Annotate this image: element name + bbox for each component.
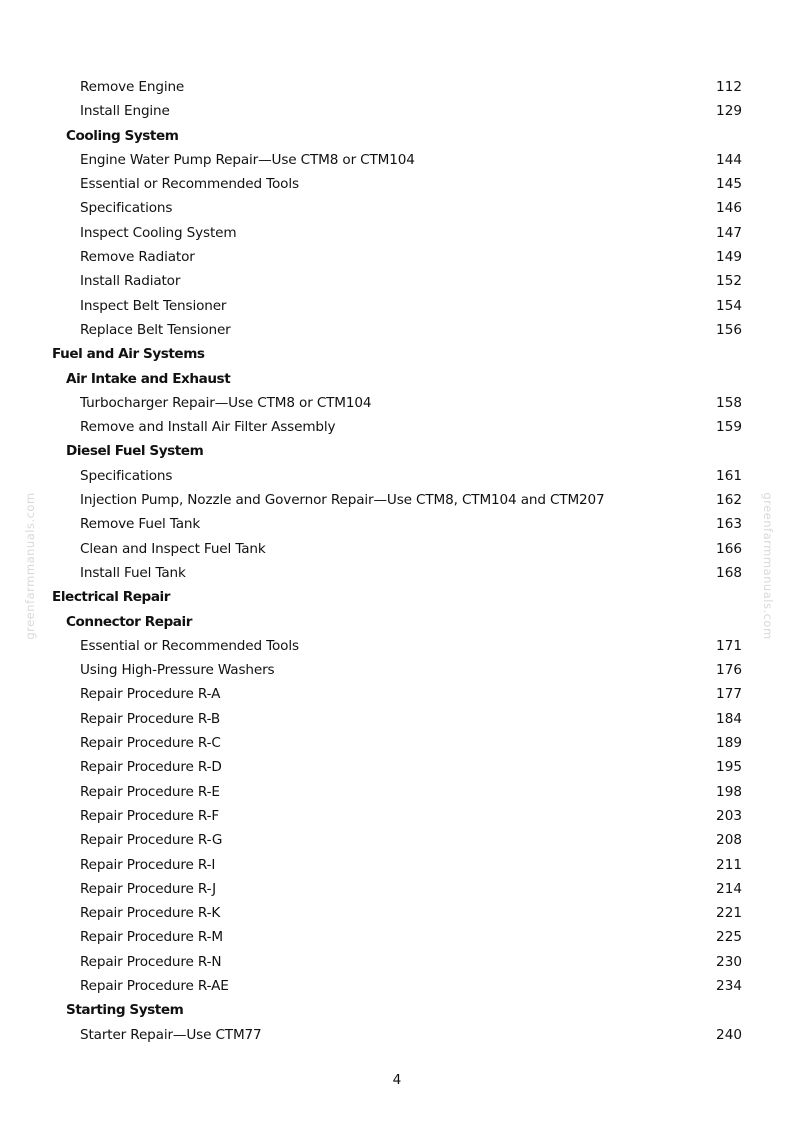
toc-entry-page: 184: [716, 710, 742, 727]
toc-entry-title: Repair Procedure R-M: [80, 929, 223, 946]
toc-entry-title: Inspect Cooling System: [80, 224, 237, 241]
toc-entry[interactable]: [0, 950, 794, 974]
toc-entry-title: Engine Water Pump Repair—Use CTM8 or CTM104: [80, 151, 415, 168]
toc-entry-page: 112: [716, 79, 742, 95]
toc-section-heading[interactable]: [0, 585, 794, 609]
toc-entry-page: 149: [716, 249, 742, 266]
toc-entry-page: 168: [716, 564, 742, 581]
toc-entry[interactable]: [0, 75, 794, 99]
toc-entry[interactable]: [0, 634, 794, 658]
toc-entry-page: 189: [716, 735, 742, 752]
toc-entry-page: 221: [716, 905, 742, 922]
toc-section-heading[interactable]: [0, 439, 794, 463]
toc-entry-page: 154: [716, 297, 742, 314]
toc-entry-title: Electrical Repair: [52, 589, 171, 606]
toc-entry-title: Connector Repair: [66, 613, 192, 630]
toc-entry-title: Specifications: [80, 200, 173, 217]
toc-section-heading[interactable]: [0, 610, 794, 634]
toc-entry[interactable]: [0, 245, 794, 269]
toc-entry[interactable]: [0, 391, 794, 415]
toc-entry[interactable]: [0, 415, 794, 439]
toc-entry-title: Remove Radiator: [80, 249, 195, 266]
toc-entry[interactable]: [0, 196, 794, 220]
toc-entry-title: Cooling System: [66, 127, 179, 144]
toc-entry[interactable]: [0, 99, 794, 123]
toc-entry-page: 166: [716, 540, 742, 557]
toc-entry-title: Using High-Pressure Washers: [80, 662, 275, 679]
toc-entry[interactable]: [0, 488, 794, 512]
toc-entry-page: 159: [716, 419, 742, 436]
toc-entry-page: 161: [716, 467, 742, 484]
toc-section-heading[interactable]: [0, 998, 794, 1022]
toc-entry[interactable]: [0, 1023, 794, 1047]
toc-entry-title: Specifications: [80, 467, 173, 484]
toc-entry-title: Air Intake and Exhaust: [66, 370, 231, 387]
table-of-contents: [0, 75, 794, 1047]
toc-entry-title: Repair Procedure R-AE: [80, 977, 229, 994]
toc-entry[interactable]: [0, 172, 794, 196]
toc-entry[interactable]: [0, 658, 794, 682]
toc-entry[interactable]: [0, 537, 794, 561]
toc-entry-title: Repair Procedure R-G: [80, 832, 223, 849]
toc-entry-page: 211: [716, 856, 742, 873]
toc-section-heading[interactable]: [0, 124, 794, 148]
toc-entry-title: Essential or Recommended Tools: [80, 637, 299, 654]
watermark-right: greenfarmmanuals.com: [761, 492, 775, 640]
watermark-left: greenfarmmanuals.com: [23, 492, 37, 640]
toc-entry-page: 163: [716, 516, 742, 533]
toc-entry[interactable]: [0, 707, 794, 731]
toc-entry[interactable]: [0, 318, 794, 342]
toc-entry-title: Repair Procedure R-I: [80, 856, 216, 873]
toc-section-heading[interactable]: [0, 367, 794, 391]
toc-entry[interactable]: [0, 974, 794, 998]
toc-entry-title: Remove Fuel Tank: [80, 516, 201, 533]
toc-entry-title: Starter Repair—Use CTM77: [80, 1026, 262, 1043]
toc-entry-page: 145: [716, 176, 742, 193]
toc-entry-page: 234: [716, 977, 742, 994]
toc-entry[interactable]: [0, 512, 794, 536]
toc-entry-title: Repair Procedure R-C: [80, 735, 221, 752]
toc-entry-title: Diesel Fuel System: [66, 443, 204, 460]
toc-entry-page: 162: [716, 492, 742, 509]
toc-entry-title: Repair Procedure R-F: [80, 807, 220, 824]
toc-entry-title: Replace Belt Tensioner: [80, 321, 231, 338]
toc-entry-page: 156: [716, 321, 742, 338]
toc-entry-page: 129: [716, 103, 742, 120]
toc-entry[interactable]: [0, 148, 794, 172]
toc-entry-title: Remove Engine: [80, 79, 185, 95]
toc-entry-title: Turbocharger Repair—Use CTM8 or CTM104: [80, 394, 372, 411]
toc-entry[interactable]: [0, 780, 794, 804]
toc-entry[interactable]: [0, 755, 794, 779]
toc-section-heading[interactable]: [0, 342, 794, 366]
toc-entry-page: 146: [716, 200, 742, 217]
toc-entry-title: Clean and Inspect Fuel Tank: [80, 540, 266, 557]
toc-entry-title: Starting System: [66, 1002, 184, 1019]
toc-entry[interactable]: [0, 901, 794, 925]
toc-entry[interactable]: [0, 269, 794, 293]
toc-entry-title: Repair Procedure R-A: [80, 686, 221, 703]
toc-entry[interactable]: [0, 294, 794, 318]
toc-entry[interactable]: [0, 877, 794, 901]
toc-entry-title: Fuel and Air Systems: [52, 346, 205, 363]
toc-entry[interactable]: [0, 828, 794, 852]
page-number: 4: [392, 1072, 402, 1088]
toc-entry-title: Inspect Belt Tensioner: [80, 297, 227, 314]
toc-entry-page: 176: [716, 662, 742, 679]
toc-entry-title: Install Fuel Tank: [80, 564, 186, 581]
toc-entry-title: Remove and Install Air Filter Assembly: [80, 419, 336, 436]
toc-entry-page: 177: [716, 686, 742, 703]
toc-entry-page: 225: [716, 929, 742, 946]
toc-entry-title: Essential or Recommended Tools: [80, 176, 299, 193]
toc-entry-page: 171: [716, 637, 742, 654]
toc-entry[interactable]: [0, 221, 794, 245]
toc-entry-title: Repair Procedure R-K: [80, 905, 221, 922]
toc-entry-page: 203: [716, 807, 742, 824]
toc-entry-title: Repair Procedure R-B: [80, 710, 221, 727]
toc-entry-title: Repair Procedure R-J: [80, 880, 217, 897]
toc-entry-page: 198: [716, 783, 742, 800]
toc-entry-page: 158: [716, 394, 742, 411]
toc-entry-page: 195: [716, 759, 742, 776]
toc-entry-title: Install Radiator: [80, 273, 181, 290]
toc-entry-title: Repair Procedure R-E: [80, 783, 220, 800]
toc-entry[interactable]: [0, 464, 794, 488]
toc-entry-page: 152: [716, 273, 742, 290]
toc-entry-title: Repair Procedure R-N: [80, 953, 222, 970]
toc-entry[interactable]: [0, 561, 794, 585]
toc-entry-title: Install Engine: [80, 103, 170, 120]
toc-entry-title: Injection Pump, Nozzle and Governor Repair—Use CTM8, CTM104 and CTM207: [80, 492, 605, 509]
toc-entry[interactable]: [0, 925, 794, 949]
toc-entry-page: 240: [716, 1026, 742, 1043]
toc-entry-page: 147: [716, 224, 742, 241]
toc-entry-title: Repair Procedure R-D: [80, 759, 222, 776]
toc-entry-page: 230: [716, 953, 742, 970]
toc-entry-page: 208: [716, 832, 742, 849]
toc-entry[interactable]: [0, 731, 794, 755]
toc-entry[interactable]: [0, 682, 794, 706]
toc-entry-page: 214: [716, 880, 742, 897]
toc-entry[interactable]: [0, 853, 794, 877]
toc-entry-page: 144: [716, 151, 742, 168]
toc-entry[interactable]: [0, 804, 794, 828]
